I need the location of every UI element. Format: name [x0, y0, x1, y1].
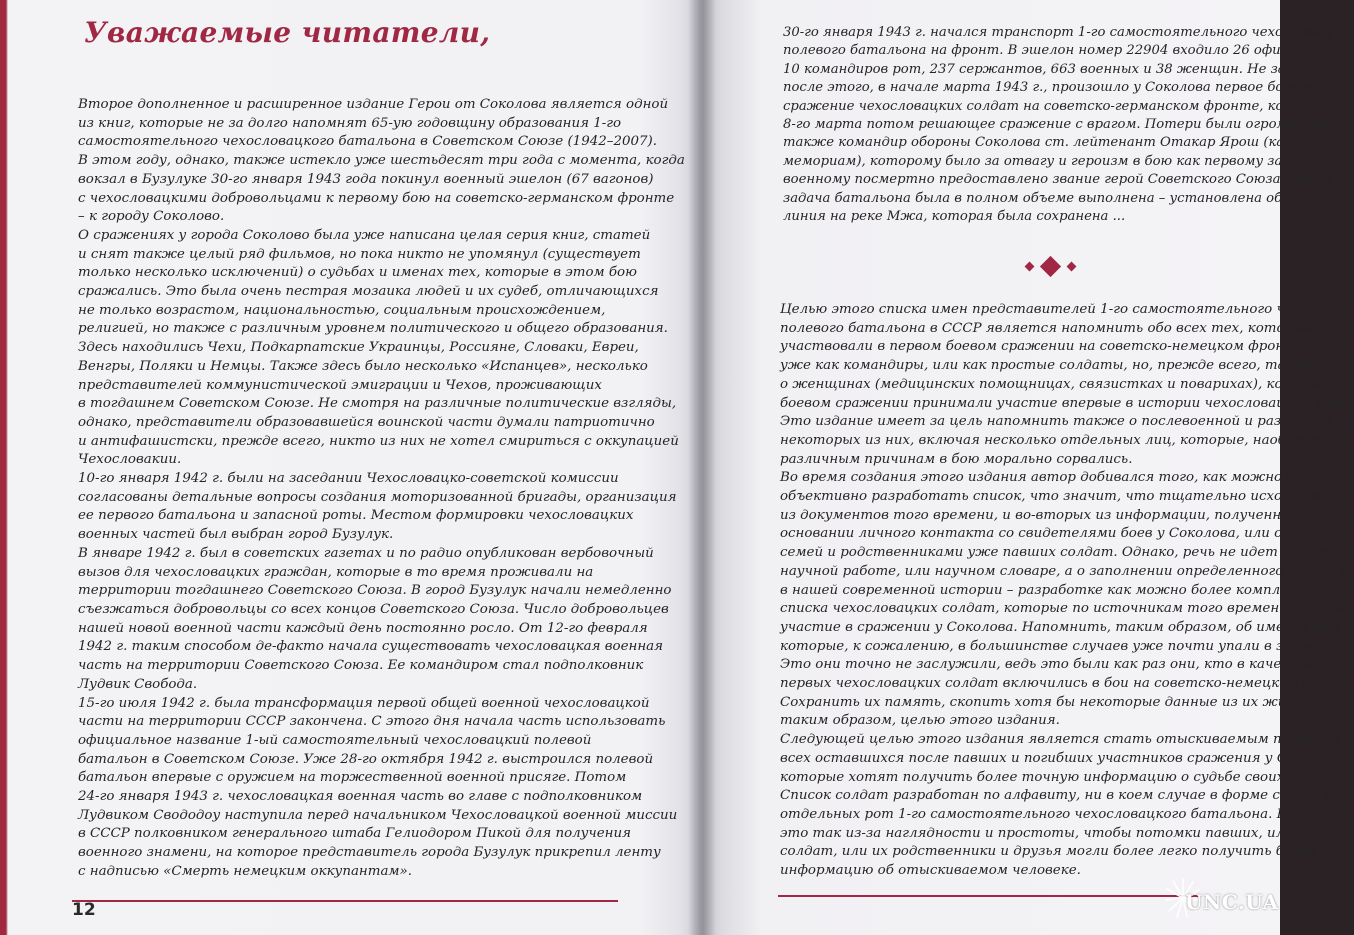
text-line: Целью этого списка имен представителей 1-го самостоятельного чехослова: [780, 302, 1349, 317]
text-line: Это они точно не заслужили, ведь это были как раз они, кто в качестве: [780, 657, 1318, 673]
text-line: которые, к сожалению, в большинстве случаев уже почти упали в забвение.: [780, 638, 1345, 654]
text-line: нашей новой военной части каждый день постоянно росло. От 12-го февраля: [78, 620, 648, 636]
text-line: сражение чехословацких солдат на советско-германском фронте, конкретн: [783, 98, 1338, 114]
text-line: в тогдашнем Советском Союзе. Не смотря на различные политические взгляды,: [78, 396, 677, 412]
text-line: 24-го января 1943 г. чехословацкая военная часть во главе с подполковником: [78, 789, 643, 805]
text-line: Второе дополненное и расширенное издание Герои от Соколова является одной: [78, 97, 669, 112]
text-line: всех оставшихся после павших и погибших участников сражения у Соколова: [780, 750, 1344, 766]
text-line: Следующей целью этого издания является стать отыскиваемым пособием д: [780, 732, 1354, 748]
text-line: в нашей современной истории – разработке как можно более комплектного: [780, 582, 1341, 598]
text-line: сражались. Это была очень пестрая мозаика людей и их судеб, отличающихся: [78, 284, 659, 300]
text-line: Это издание имеет за цель напомнить также о послевоенной и различной су: [780, 414, 1352, 430]
text-line: из книг, которые не за долго напомнят 65-ую годовщину образования 1-го: [78, 115, 622, 131]
page-number: 12: [72, 900, 96, 920]
small-diamond-icon: [1067, 262, 1077, 272]
book-gutter: [688, 0, 716, 935]
footer-rule: [72, 900, 618, 902]
text-line: отдельных рот 1-го самостоятельного чехословацкого батальона. Прежде в: [780, 806, 1349, 822]
text-line: только несколько исключений) о судьбах и именах тех, которые в этом бою: [78, 265, 637, 281]
text-line: ее первого батальона и запасной роты. Местом формировки чехословацких: [78, 508, 634, 524]
text-line: согласованы детальные вопросы создания моторизованной бригады, организация: [78, 489, 677, 505]
text-line: о женщинах (медицинских помощницах, связистках и поварихах), которые в з: [780, 376, 1354, 392]
text-line: не только возрастом, национальностью, социальным происхождением,: [78, 302, 606, 318]
text-line: В этом году, однако, также истекло уже шестьдесят три года с момента, когда: [78, 153, 685, 169]
text-line: линия на реке Мжа, которая была сохранена ...: [783, 209, 1126, 225]
text-line: 10-го января 1942 г. были на заседании Чехословацко-советской комиссии: [78, 471, 619, 487]
text-line: Сохранить их память, скопить хотя бы некоторые данные из их жизни был: [780, 694, 1343, 710]
text-line: 8-го марта потом решающее сражение с врагом. Потери были огромными,: [783, 117, 1331, 133]
text-line: и антифашистски, прежде всего, никто из них не хотел смириться с оккупацией: [78, 433, 679, 449]
text-line: О сражениях у города Соколово была уже написана целая серия книг, статей: [78, 227, 651, 243]
text-line: солдат, или их родственники и друзья могли более легко получить более то: [780, 844, 1342, 860]
text-line: религией, но также с различным уровнем политического и общего образования.: [78, 321, 668, 337]
text-line: Здесь находились Чехи, Подкарпатские Украинцы, Россияне, Словаки, Евреи,: [78, 340, 639, 356]
text-line: это так из-за наглядности и простоты, чтобы потомки павших, или погиб: [780, 825, 1338, 841]
text-line: военному посмертно предоставлено звание герой Советского Союза. Однак: [783, 172, 1333, 188]
text-line: представителей коммунистической эмиграции и Чехов, проживающих: [78, 377, 602, 393]
text-line: участвовали в первом боевом сражении на советско-немецком фронте, пуст: [780, 339, 1350, 355]
text-line: из документов того времени, и во-вторых из информации, полученной на: [780, 507, 1319, 523]
text-line: В январе 1942 г. был в советских газетах и по радио опубликован вербовочный: [78, 545, 654, 561]
text-line: списка чехословацких солдат, которые по источникам того времени приним: [780, 601, 1347, 617]
text-line: съезжаться добровольцы со всех концов Советского Союза. Число добровольцев: [78, 601, 669, 617]
large-diamond-icon: [1040, 256, 1061, 277]
text-line: первых чехословацких солдат включились в бои на советско-немецком фронт: [780, 676, 1352, 692]
watermark-text: UNC.UA: [1185, 890, 1279, 914]
text-line: также командир обороны Соколова ст. лейтенант Отакар Ярош (капитан: [783, 135, 1331, 151]
small-diamond-icon: [1025, 262, 1035, 272]
text-line: части на территории СССР закончена. С этого дня начала часть использовать: [78, 714, 666, 730]
text-line: Чехословакии.: [78, 452, 182, 468]
text-line: 10 командиров рот, 237 сержантов, 663 военных и 38 женщин. Не за долго: [783, 61, 1330, 77]
text-line: 15-го июля 1942 г. была трансформация первой общей военной чехословацкой: [78, 695, 650, 711]
text-line: уже как командиры, или как простые солдаты, но, прежде всего, также: [780, 358, 1317, 374]
text-line: Список солдат разработан по алфавиту, ни в коем случае в форме списка во: [780, 788, 1341, 804]
right-page: [702, 0, 1354, 935]
diamond-ornament-icon: [1020, 256, 1082, 278]
text-line: различным причинам в бою морально сорвались.: [780, 451, 1133, 467]
text-line: с надписью «Смерть немецким оккупантам».: [78, 863, 412, 879]
text-line: задача батальона была в полном объеме выполнена – установлена оборонна: [783, 190, 1332, 206]
text-line: таким образом, целью этого издания.: [780, 713, 1060, 729]
text-line: научной работе, или научном словаре, а о заполнении определенного белого м: [780, 563, 1351, 579]
text-line: участие в сражении у Соколова. Напомнить, таким образом, об именах тех: [780, 619, 1341, 635]
text-line: Лудвик Свобода.: [78, 676, 198, 692]
text-line: с чехословацкими добровольцами к первому бою на советско-германском фронте: [78, 190, 675, 206]
text-line: некоторых из них, включая несколько отдельных лиц, которые, наоборот, по: [780, 432, 1349, 448]
text-line: семей и родственниками уже павших солдат. Однако, речь не идет о чисто: [780, 545, 1340, 561]
text-line: информацию об отыскиваемом человеке.: [780, 863, 1081, 879]
text-line: которые хотят получить более точную информацию о судьбе своих близких: [780, 769, 1346, 785]
text-line: – к городу Соколово.: [78, 209, 225, 225]
text-line: вызов для чехословацких граждан, которые в то время проживали на: [78, 564, 594, 580]
text-line: часть на территории Советского Союза. Ее командиром стал подполковник: [78, 658, 644, 674]
text-line: Венгры, Поляки и Немцы. Также здесь было несколько «Испанцев», несколько: [78, 358, 648, 374]
footer-rule: [778, 895, 1198, 897]
text-line: объективно разработать список, что значит, что тщательно исходил во-пе: [780, 489, 1349, 505]
left-page-text: [78, 96, 685, 882]
text-line: и снят также целый ряд фильмов, но пока никто не упомянул (существует: [78, 246, 641, 262]
text-line: 1942 г. таким способом де-факто начала существовать чехословацкая военная: [78, 639, 664, 655]
text-line: мемориам), которому было за отвагу и героизм в бою как первому заграничн: [783, 153, 1340, 169]
text-line: основании личного контакта со свидетелями боев у Соколова, или с членами: [780, 526, 1348, 542]
text-line: военного знамени, на которое представитель города Бузулук прикрепил ленту: [78, 845, 661, 861]
text-line: полевого батальона в СССР является напомнить обо всех тех, которые: [780, 320, 1312, 336]
text-line: официальное название 1-ый самостоятельный чехословацкий полевой: [78, 732, 592, 748]
page-heading: Уважаемые читатели,: [84, 16, 491, 49]
right-page-top-text: [783, 24, 1339, 226]
text-line: в СССР полковником генерального штаба Гелиодором Пикой для получения: [78, 826, 631, 842]
text-line: боевом сражении принимали участие впервые в истории чехословацкой арм: [780, 395, 1343, 411]
text-line: однако, представители образовавшейся воинской части думали патриотично: [78, 414, 655, 430]
text-line: вокзал в Бузулуке 30-го января 1943 года покинул военный эшелон (67 вагонов): [78, 171, 654, 187]
right-page-bottom-text: [780, 301, 1354, 881]
text-line: военных частей был выбран город Бузулук.: [78, 527, 394, 543]
text-line: полевого батальона на фронт. В эшелон номер 22904 входило 26 офицеров,: [783, 43, 1326, 59]
text-line: Во время создания этого издания автор добивался того, как можно более: [780, 470, 1327, 486]
text-line: самостоятельного чехословацкого батальона в Советском Союзе (1942–2007).: [78, 134, 658, 150]
text-line: после этого, в начале марта 1943 г., произошло у Соколова первое боевое: [783, 80, 1315, 96]
text-line: 30-го января 1943 г. начался транспорт 1-го самостоятельного чехословац: [783, 25, 1332, 40]
text-line: батальон в Советском Союзе. Уже 28-го октября 1942 г. выстроился полевой: [78, 751, 654, 767]
text-line: батальон впервые с оружием на торжественной военной присяге. Потом: [78, 770, 627, 786]
watermark: [1165, 876, 1279, 926]
text-line: территории тогдашнего Советского Союза. В город Бузулук начали немедленно: [78, 583, 672, 599]
text-line: Лудвиком Свододоу наступила перед начальником Чехословацкой военной миссии: [78, 807, 678, 823]
